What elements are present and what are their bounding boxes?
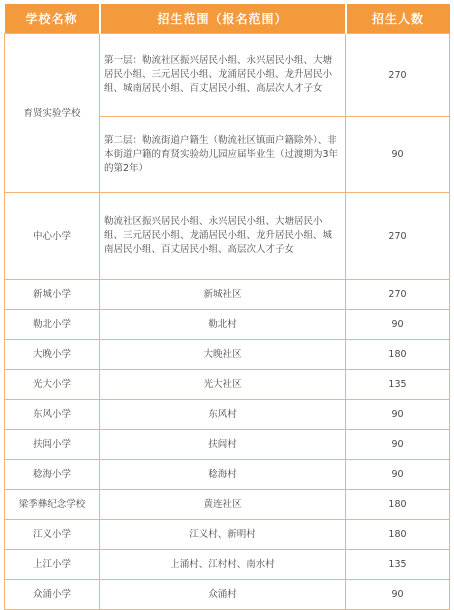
- table-row: [5, 193, 450, 280]
- count-cell: 90: [346, 580, 450, 610]
- range-cell: 第二层：勒流街道户籍生（勒流社区镇面户籍除外）、非本街道户籍的育贤实验幼儿园应届毕业生（过渡期为3年的第2年）: [100, 117, 346, 193]
- range-cell: 光大社区: [100, 370, 346, 400]
- count-cell: 90: [346, 117, 450, 193]
- table-row: [5, 460, 450, 490]
- table-row: [5, 580, 450, 610]
- header-enrollment-range: 招生范围（报名范围）: [100, 4, 346, 34]
- count-cell: 270: [346, 280, 450, 310]
- table-row: [5, 280, 450, 310]
- school-name-cell: 稔海小学: [5, 460, 100, 490]
- range-cell: 江义村、新明村: [100, 520, 346, 550]
- range-cell: 众涌村: [100, 580, 346, 610]
- count-cell: 270: [346, 34, 450, 117]
- range-cell: 新城社区: [100, 280, 346, 310]
- range-cell: 大晚社区: [100, 340, 346, 370]
- table-row: [5, 400, 450, 430]
- table-row: [5, 370, 450, 400]
- count-cell: 90: [346, 460, 450, 490]
- school-name-cell: 光大小学: [5, 370, 100, 400]
- school-name-cell: 梁季彝纪念学校: [5, 490, 100, 520]
- enrollment-table: [4, 4, 450, 610]
- count-cell: 180: [346, 340, 450, 370]
- school-name-cell: 勒北小学: [5, 310, 100, 340]
- count-cell: 90: [346, 400, 450, 430]
- table-row: [5, 310, 450, 340]
- range-cell: 上涌村、江村村、南水村: [100, 550, 346, 580]
- school-name-cell: 中心小学: [5, 193, 100, 280]
- table-row: [5, 550, 450, 580]
- range-cell: 东风村: [100, 400, 346, 430]
- count-cell: 135: [346, 370, 450, 400]
- table-row: [5, 520, 450, 550]
- count-cell: 90: [346, 430, 450, 460]
- range-cell: 勒北村: [100, 310, 346, 340]
- school-name-cell: 众涌小学: [5, 580, 100, 610]
- school-name-cell: 大晚小学: [5, 340, 100, 370]
- table-header-row: [5, 4, 450, 34]
- range-cell: 第一层：勒流社区振兴居民小组、永兴居民小组、大塘居民小组、三元居民小组、龙涌居民小组、龙升居民小组、城南居民小组、百丈居民小组、高层次人才子女: [100, 34, 346, 117]
- count-cell: 270: [346, 193, 450, 280]
- school-name-cell: 育贤实验学校: [5, 34, 100, 193]
- table-row: [5, 34, 450, 117]
- count-cell: 90: [346, 310, 450, 340]
- range-cell: 黄连社区: [100, 490, 346, 520]
- table-row: [5, 430, 450, 460]
- range-cell: 稔海村: [100, 460, 346, 490]
- header-school-name: 学校名称: [5, 4, 100, 34]
- header-enrollment-count: 招生人数: [346, 4, 450, 34]
- school-name-cell: 东风小学: [5, 400, 100, 430]
- school-name-cell: 扶闾小学: [5, 430, 100, 460]
- range-cell: 勒流社区振兴居民小组、永兴居民小组、大塘居民小组、三元居民小组、龙涌居民小组、龙升居民小组、城南居民小组、百丈居民小组、高层次人才子女: [100, 193, 346, 280]
- table-row: [5, 340, 450, 370]
- range-cell: 扶闾村: [100, 430, 346, 460]
- table-row: [5, 490, 450, 520]
- count-cell: 180: [346, 490, 450, 520]
- school-name-cell: 江义小学: [5, 520, 100, 550]
- school-name-cell: 上江小学: [5, 550, 100, 580]
- count-cell: 135: [346, 550, 450, 580]
- count-cell: 180: [346, 520, 450, 550]
- school-name-cell: 新城小学: [5, 280, 100, 310]
